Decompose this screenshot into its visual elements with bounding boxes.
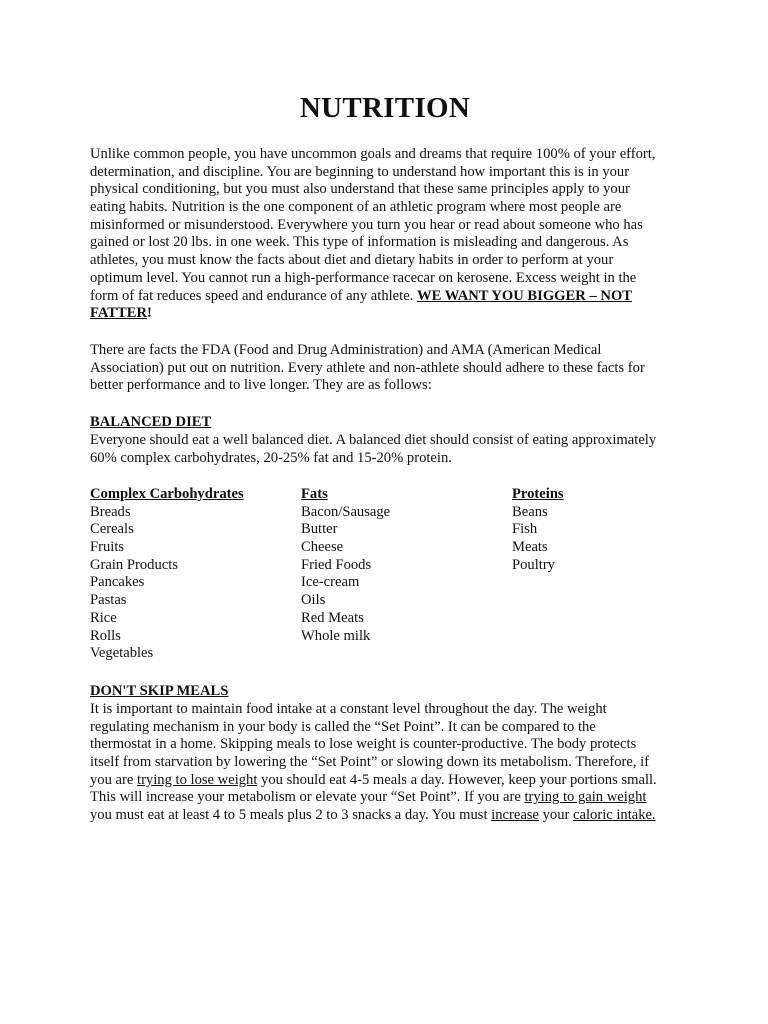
food-item: Cheese	[301, 539, 344, 556]
intro-line	[90, 305, 680, 323]
underlined-phrase-caloric-intake: caloric intake.	[573, 807, 656, 824]
intro-line: misinformed or misunderstood. Everywhere you turn you hear or read about someone who has	[90, 216, 643, 233]
skip-meals-text: you should eat 4-5 meals a day. However, keep your portions small.	[257, 771, 657, 788]
food-item: Ice-cream	[301, 574, 360, 591]
food-item: Cereals	[90, 521, 134, 538]
intro-line: physical conditioning, but you must also understand that these same principles apply to your	[90, 181, 630, 198]
facts-line: Association) put out on nutrition. Every athlete and non-athlete should adhere to these facts for	[90, 359, 645, 376]
underlined-phrase-lose-weight: trying to lose weight	[137, 771, 258, 788]
skip-meals-line: regulating mechanism in your body is called the “Set Point”. It can be compared to the	[90, 718, 596, 735]
food-item: Poultry	[512, 556, 555, 573]
underlined-phrase-gain-weight: trying to gain weight	[524, 789, 647, 806]
food-item: Fish	[512, 521, 538, 538]
skip-meals-text: you are	[90, 771, 138, 788]
food-item: Grain Products	[90, 556, 178, 573]
underlined-word-increase: increase	[491, 807, 539, 824]
carbohydrates-column	[90, 486, 244, 663]
skip-meals-text: This will increase your metabolism or elevate your “Set Point”. If you are	[90, 789, 525, 806]
intro-text: form of fat reduces speed and endurance of any athlete.	[90, 287, 417, 304]
proteins-column	[512, 486, 564, 574]
intro-paragraph	[90, 146, 680, 323]
food-item: Rice	[90, 609, 117, 626]
intro-line: gained or lost 20 lbs. in one week. This type of information is misleading and dangerous. As	[90, 234, 629, 251]
balanced-diet-line: 60% complex carbohydrates, 20-25% fat and 15-20% protein.	[90, 449, 452, 466]
intro-line: eating habits. Nutrition is the one component of an athletic program where most people are	[90, 199, 622, 216]
facts-line: better performance and to live longer. They are as follows:	[90, 377, 432, 394]
skip-meals-line	[90, 789, 680, 807]
food-item: Breads	[90, 503, 131, 520]
food-item: Vegetables	[90, 645, 154, 662]
fats-column	[301, 486, 390, 645]
food-item: Meats	[512, 539, 548, 556]
food-item: Oils	[301, 592, 326, 609]
facts-paragraph	[90, 342, 680, 395]
page-title: NUTRITION	[299, 92, 471, 124]
facts-line: There are facts the FDA (Food and Drug Administration) and AMA (American Medical	[90, 342, 602, 358]
emphasis-slogan-end: FATTER	[90, 305, 148, 322]
skip-meals-heading: DON'T SKIP MEALS	[90, 683, 229, 699]
carbohydrates-heading: Complex Carbohydrates	[90, 486, 244, 502]
food-item: Red Meats	[301, 609, 364, 626]
exclamation: !	[147, 305, 152, 322]
food-item: Beans	[512, 503, 548, 520]
emphasis-slogan: WE WANT YOU BIGGER – NOT	[417, 287, 633, 304]
skip-meals-line: thermostat in a home. Skipping meals to lose weight is counter-productive. The body protects	[90, 736, 637, 753]
food-item: Pancakes	[90, 574, 145, 591]
balanced-diet-paragraph	[90, 432, 680, 467]
skip-meals-line	[90, 807, 680, 825]
intro-line	[90, 288, 680, 306]
food-item: Whole milk	[301, 627, 371, 644]
skip-meals-line	[90, 772, 680, 790]
food-item: Pastas	[90, 592, 127, 609]
skip-meals-text: your	[538, 807, 574, 824]
skip-meals-text: you must eat at least 4 to 5 meals plus 2 to 3 snacks a day. You must	[90, 807, 492, 824]
skip-meals-paragraph	[90, 701, 680, 825]
skip-meals-line: itself from starvation by lowering the “Set Point” or slowing down its metabolism. Therefore, if	[90, 754, 650, 771]
balanced-diet-line: Everyone should eat a well balanced diet. A balanced diet should consist of eating approximately	[90, 432, 657, 448]
food-item: Rolls	[90, 627, 121, 644]
intro-line: optimum level. You cannot run a high-performance racecar on kerosene. Excess weight in the	[90, 269, 637, 286]
intro-line: Unlike common people, you have uncommon goals and dreams that require 100% of your effort,	[90, 146, 656, 162]
skip-meals-line: It is important to maintain food intake at a constant level throughout the day. The weight	[90, 701, 607, 717]
food-item: Fruits	[90, 539, 125, 556]
intro-line: determination, and discipline. You are beginning to understand how important this is in your	[90, 163, 630, 180]
fats-heading: Fats	[301, 486, 328, 502]
intro-line: athletes, you must know the facts about diet and dietary habits in order to perform at your	[90, 252, 614, 269]
food-item: Fried Foods	[301, 556, 372, 573]
food-item: Bacon/Sausage	[301, 503, 391, 520]
food-item: Butter	[301, 521, 338, 538]
balanced-diet-heading: BALANCED DIET	[90, 414, 212, 430]
proteins-heading: Proteins	[512, 486, 564, 502]
